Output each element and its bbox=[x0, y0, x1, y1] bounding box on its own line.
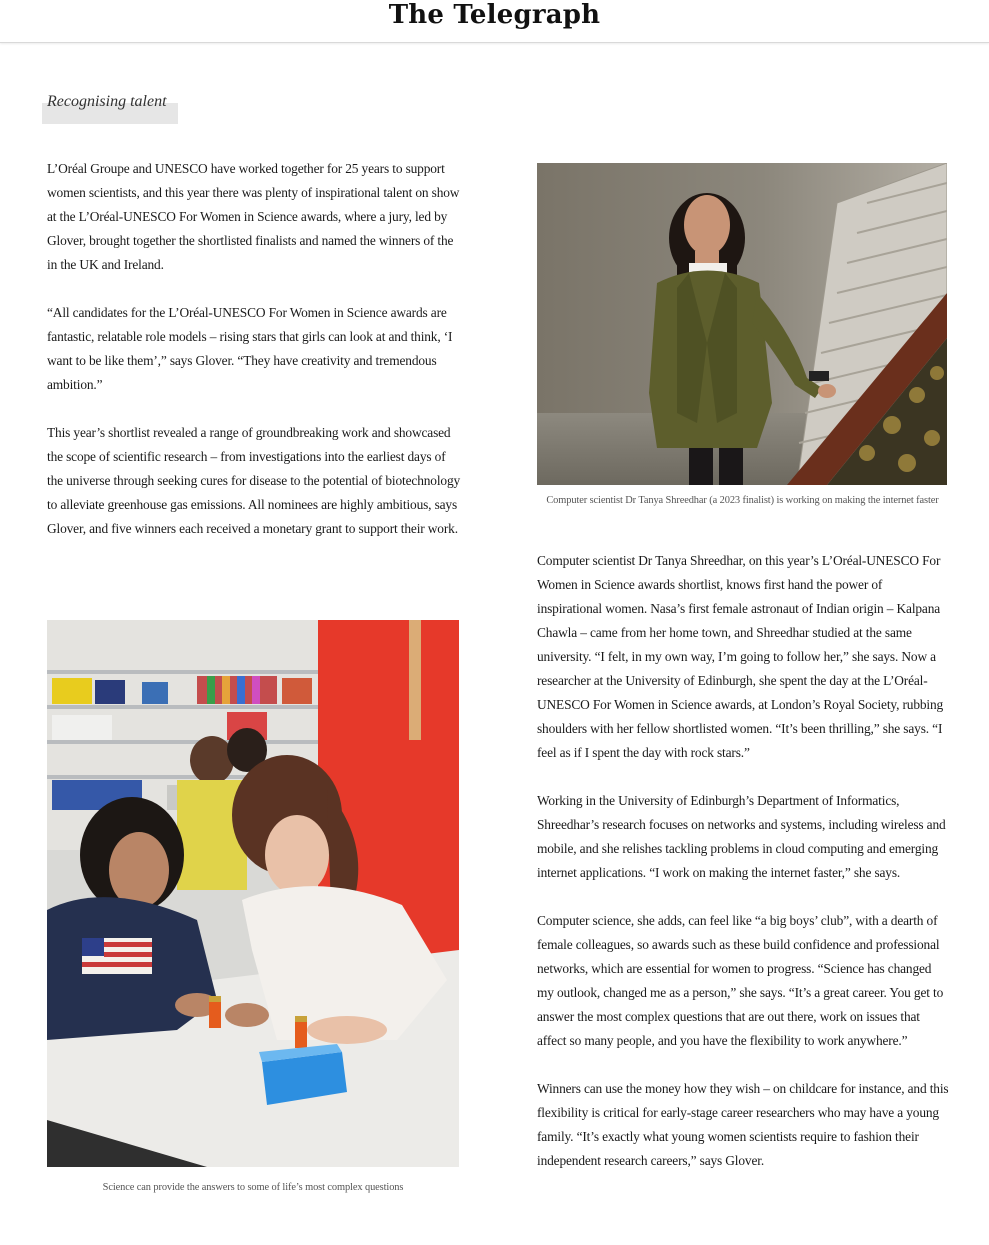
article-paragraph: Winners can use the money how they wish – on childcare for instance, and this flexibility is critical for early-stage career researchers who may have a young family. “It’s exactly what young women scientists require to fashion their independent research careers,” says Glover. bbox=[537, 1081, 949, 1168]
lab-illustration bbox=[47, 620, 459, 1167]
article-paragraph: Computer science, she adds, can feel like “a big boys’ club”, with a dearth of female colleagues, so awards such as these build confidence and professional networks, which are essential for women to progress. “Science has changed my outlook, changed me as a person,” she says. “It’s a great career. You get to answer the most complex questions that are out there, work on issues that affect so many people, and you have the flexibility to work anywhere.” bbox=[537, 913, 944, 1048]
article-paragraph: This year’s shortlist revealed a range of groundbreaking work and showcased the scope of scientific research – from investigations into the earliest days of the universe through seeking cures for disease to the potential of biotechnology to alleviate greenhouse gas emissions. All nominees are highly ambitious, says Glover, and five winners each received a monetary grant to support their work. bbox=[47, 425, 461, 536]
kicker-text: Recognising talent bbox=[47, 93, 167, 110]
article-paragraph: Working in the University of Edinburgh’s Department of Informatics, Shreedhar’s research focuses on networks and systems, including wireless and mobile, and she relishes tackling problems in cloud computing and emerging internet applications. “I work on making the internet faster,” she says. bbox=[537, 793, 946, 880]
portrait-caption: Computer scientist Dr Tanya Shreedhar (a 2023 finalist) is working on making the internet faster bbox=[546, 495, 939, 506]
article-paragraph: Computer scientist Dr Tanya Shreedhar, on this year’s L’Oréal-UNESCO For Women in Science awards shortlist, knows first hand the power of inspirational women. Nasa’s first female astronaut of Indian origin – Kalpana Chawla – came from her home town, and Shreedhar studied at the same university. “I felt, in my own way, I’m going to follow her,” she says. Now a researcher at the University of Edinburgh, she spent the day at the L’Oréal-UNESCO For Women in Science awards, at London’s Royal Society, rubbing shoulders with her fellow shortlisted women. “It’s been thrilling,” she says. “I feel as if I spent the day with rock stars.” bbox=[537, 553, 944, 760]
article-paragraph: L’Oréal Groupe and UNESCO have worked together for 25 years to support women scientists, and this year there was plenty of inspirational talent on show at the L’Oréal-UNESCO For Women in Science awards, where a jury, led by Glover, brought together the shortlisted finalists and named the winners of the in the UK and Ireland. bbox=[47, 161, 460, 272]
lab-caption: Science can provide the answers to some of life’s most complex questions bbox=[102, 1182, 404, 1193]
section-kicker bbox=[42, 90, 178, 124]
lab-photo bbox=[47, 620, 459, 1167]
left-article-column bbox=[47, 157, 461, 565]
article-paragraph: “All candidates for the L’Oréal-UNESCO For Women in Science awards are fantastic, relatable role models – rising stars that girls can look at and think, ‘I want to be like them’,” says Glover. “They have creativity and tremendous ambition.” bbox=[47, 305, 453, 392]
portrait-photo bbox=[537, 163, 947, 485]
portrait-illustration bbox=[537, 163, 947, 485]
right-article-column bbox=[537, 549, 949, 1197]
telegraph-logo[interactable]: The Telegraph bbox=[388, 0, 601, 30]
site-header bbox=[0, 0, 989, 43]
